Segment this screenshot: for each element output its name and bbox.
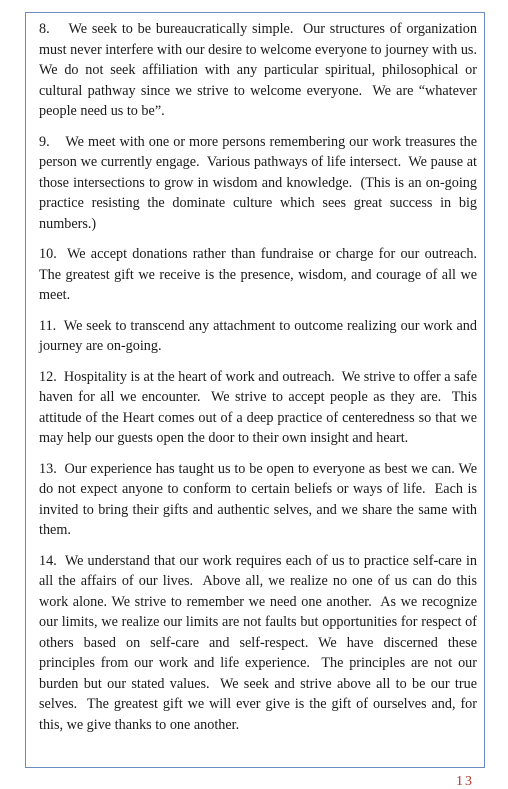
document-body xyxy=(39,19,485,745)
paragraph-10: 10. We accept donations rather than fundraise or charge for our outreach. The greatest gift we receive is the presence, wisdom, and courage of all we meet. xyxy=(39,246,481,303)
paragraph-11: 11. We seek to transcend any attachment to outcome realizing our work and journey are on-going. xyxy=(39,317,481,354)
paragraph-9: 9. We meet with one or more persons remembering our work treasures the person we currently engage. Various pathways of life intersect. We pause at those intersections to grow in wisdom and knowledge. (This is an on-going practice resisting the dominate culture which sees great success in big numbers.) xyxy=(39,133,481,232)
paragraph-8: 8. We seek to be bureaucratically simple. Our structures of organization must never interfere with our desire to welcome everyone to journey with us. We do not seek affiliation with any particular spiritual, philosophical or cultural pathway since we strive to welcome everyone. We are “whatever people need us to be”. xyxy=(39,21,485,119)
paragraph-14: 14. We understand that our work requires each of us to practice self-care in all the affairs of our lives. Above all, we realize no one of us can do this work alone. We strive to remember we need one another. As we recognize our limits, we realize our limits are not faults but opportunities for respect of others based on self-care and self-respect. We have discerned these principles from our work and life experience. The principles are not our burden but our stated values. We seek and strive above all to be our true selves. The greatest gift we will ever give is the gift of ourselves and, for this, we give thanks to one another. xyxy=(39,552,481,733)
paragraph-12: 12. Hospitality is at the heart of work and outreach. We strive to offer a safe haven for all we encounter. We strive to accept people as they are. This attitude of the Heart comes out of a deep practice of centeredness so that we may help our guests open the door to their own insight and heart. xyxy=(39,368,481,446)
page-number: 13 xyxy=(456,774,474,789)
paragraph-13: 13. Our experience has taught us to be open to everyone as best we can. We do not expect anyone to conform to certain beliefs or ways of life. Each is invited to bring their gifts and authentic selves, and we share the same with them. xyxy=(39,460,481,538)
